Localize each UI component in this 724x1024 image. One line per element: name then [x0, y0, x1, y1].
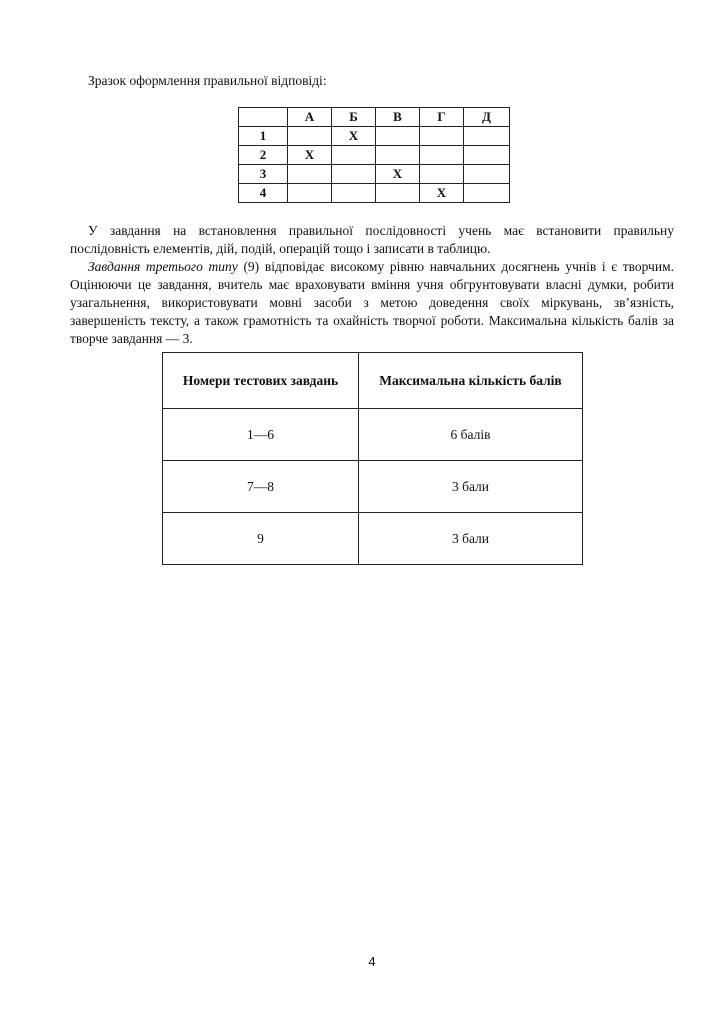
grid-cell — [420, 127, 464, 146]
intro-text: Зразок оформлення правильної відповіді: — [88, 73, 327, 88]
grid-column-header: А — [288, 108, 332, 127]
grid-header-row — [239, 108, 510, 127]
third-type-task-paragraph — [70, 258, 674, 348]
grid-cell — [376, 127, 420, 146]
grid-cell — [288, 165, 332, 184]
grid-column-header: В — [376, 108, 420, 127]
grid-cell — [376, 184, 420, 203]
grid-cell: Х — [332, 127, 376, 146]
grid-column-header: Д — [464, 108, 510, 127]
grid-cell — [420, 146, 464, 165]
grid-cell — [464, 184, 510, 203]
grid-cell — [288, 127, 332, 146]
third-type-emphasis: Завдання третього типу — [88, 259, 238, 274]
score-table-header: Номери тестових завдань — [163, 353, 359, 409]
grid-cell — [332, 146, 376, 165]
grid-row-label: 1 — [239, 127, 288, 146]
grid-row — [239, 184, 510, 203]
grid-cell — [420, 165, 464, 184]
grid-row-label: 3 — [239, 165, 288, 184]
score-table-header-row — [163, 353, 583, 409]
score-table-cell: 6 балів — [359, 409, 583, 461]
score-table-cell: 9 — [163, 513, 359, 565]
grid-cell — [376, 146, 420, 165]
grid-cell — [464, 146, 510, 165]
grid-row — [239, 165, 510, 184]
grid-row-label: 2 — [239, 146, 288, 165]
grid-cell — [288, 184, 332, 203]
sequence-task-paragraph: У завдання на встановлення правильної послідовності учень має встановити правильну послідовність елементів, дій, подій, операцій тощо і записати в таблицю. — [70, 223, 674, 256]
score-table-row — [163, 409, 583, 461]
score-table-row — [163, 513, 583, 565]
grid-cell: Х — [420, 184, 464, 203]
score-table-header: Максимальна кількість балів — [359, 353, 583, 409]
score-table-cell: 1—6 — [163, 409, 359, 461]
score-table-cell: 3 бали — [359, 513, 583, 565]
grid-cell — [464, 165, 510, 184]
grid-cell — [332, 184, 376, 203]
score-table — [162, 352, 583, 565]
grid-corner-cell — [239, 108, 288, 127]
grid-row — [239, 127, 510, 146]
grid-cell: Х — [288, 146, 332, 165]
grid-cell — [332, 165, 376, 184]
grid-row — [239, 146, 510, 165]
grid-cell — [464, 127, 510, 146]
grid-cell: Х — [376, 165, 420, 184]
page-number: 4 — [368, 954, 376, 969]
grid-column-header: Г — [420, 108, 464, 127]
score-table-cell: 7—8 — [163, 461, 359, 513]
grid-row-label: 4 — [239, 184, 288, 203]
answer-sample-grid — [238, 107, 510, 203]
score-table-row — [163, 461, 583, 513]
third-type-text: (9) відповідає високому рівню навчальних досягнень учнів і є творчим. Оцінюючи це завдання, вчитель має враховувати вміння учня обгрунтовувати власні думки, робити узагальнення, використовувати мовні засоби з метою доведення своїх міркувань, зв’язність, завершеність тексту, а також грамотність та охайність творчої роботи. Максимальна кількість балів за творче завдання — 3. — [70, 259, 674, 346]
score-table-cell: 3 бали — [359, 461, 583, 513]
grid-column-header: Б — [332, 108, 376, 127]
